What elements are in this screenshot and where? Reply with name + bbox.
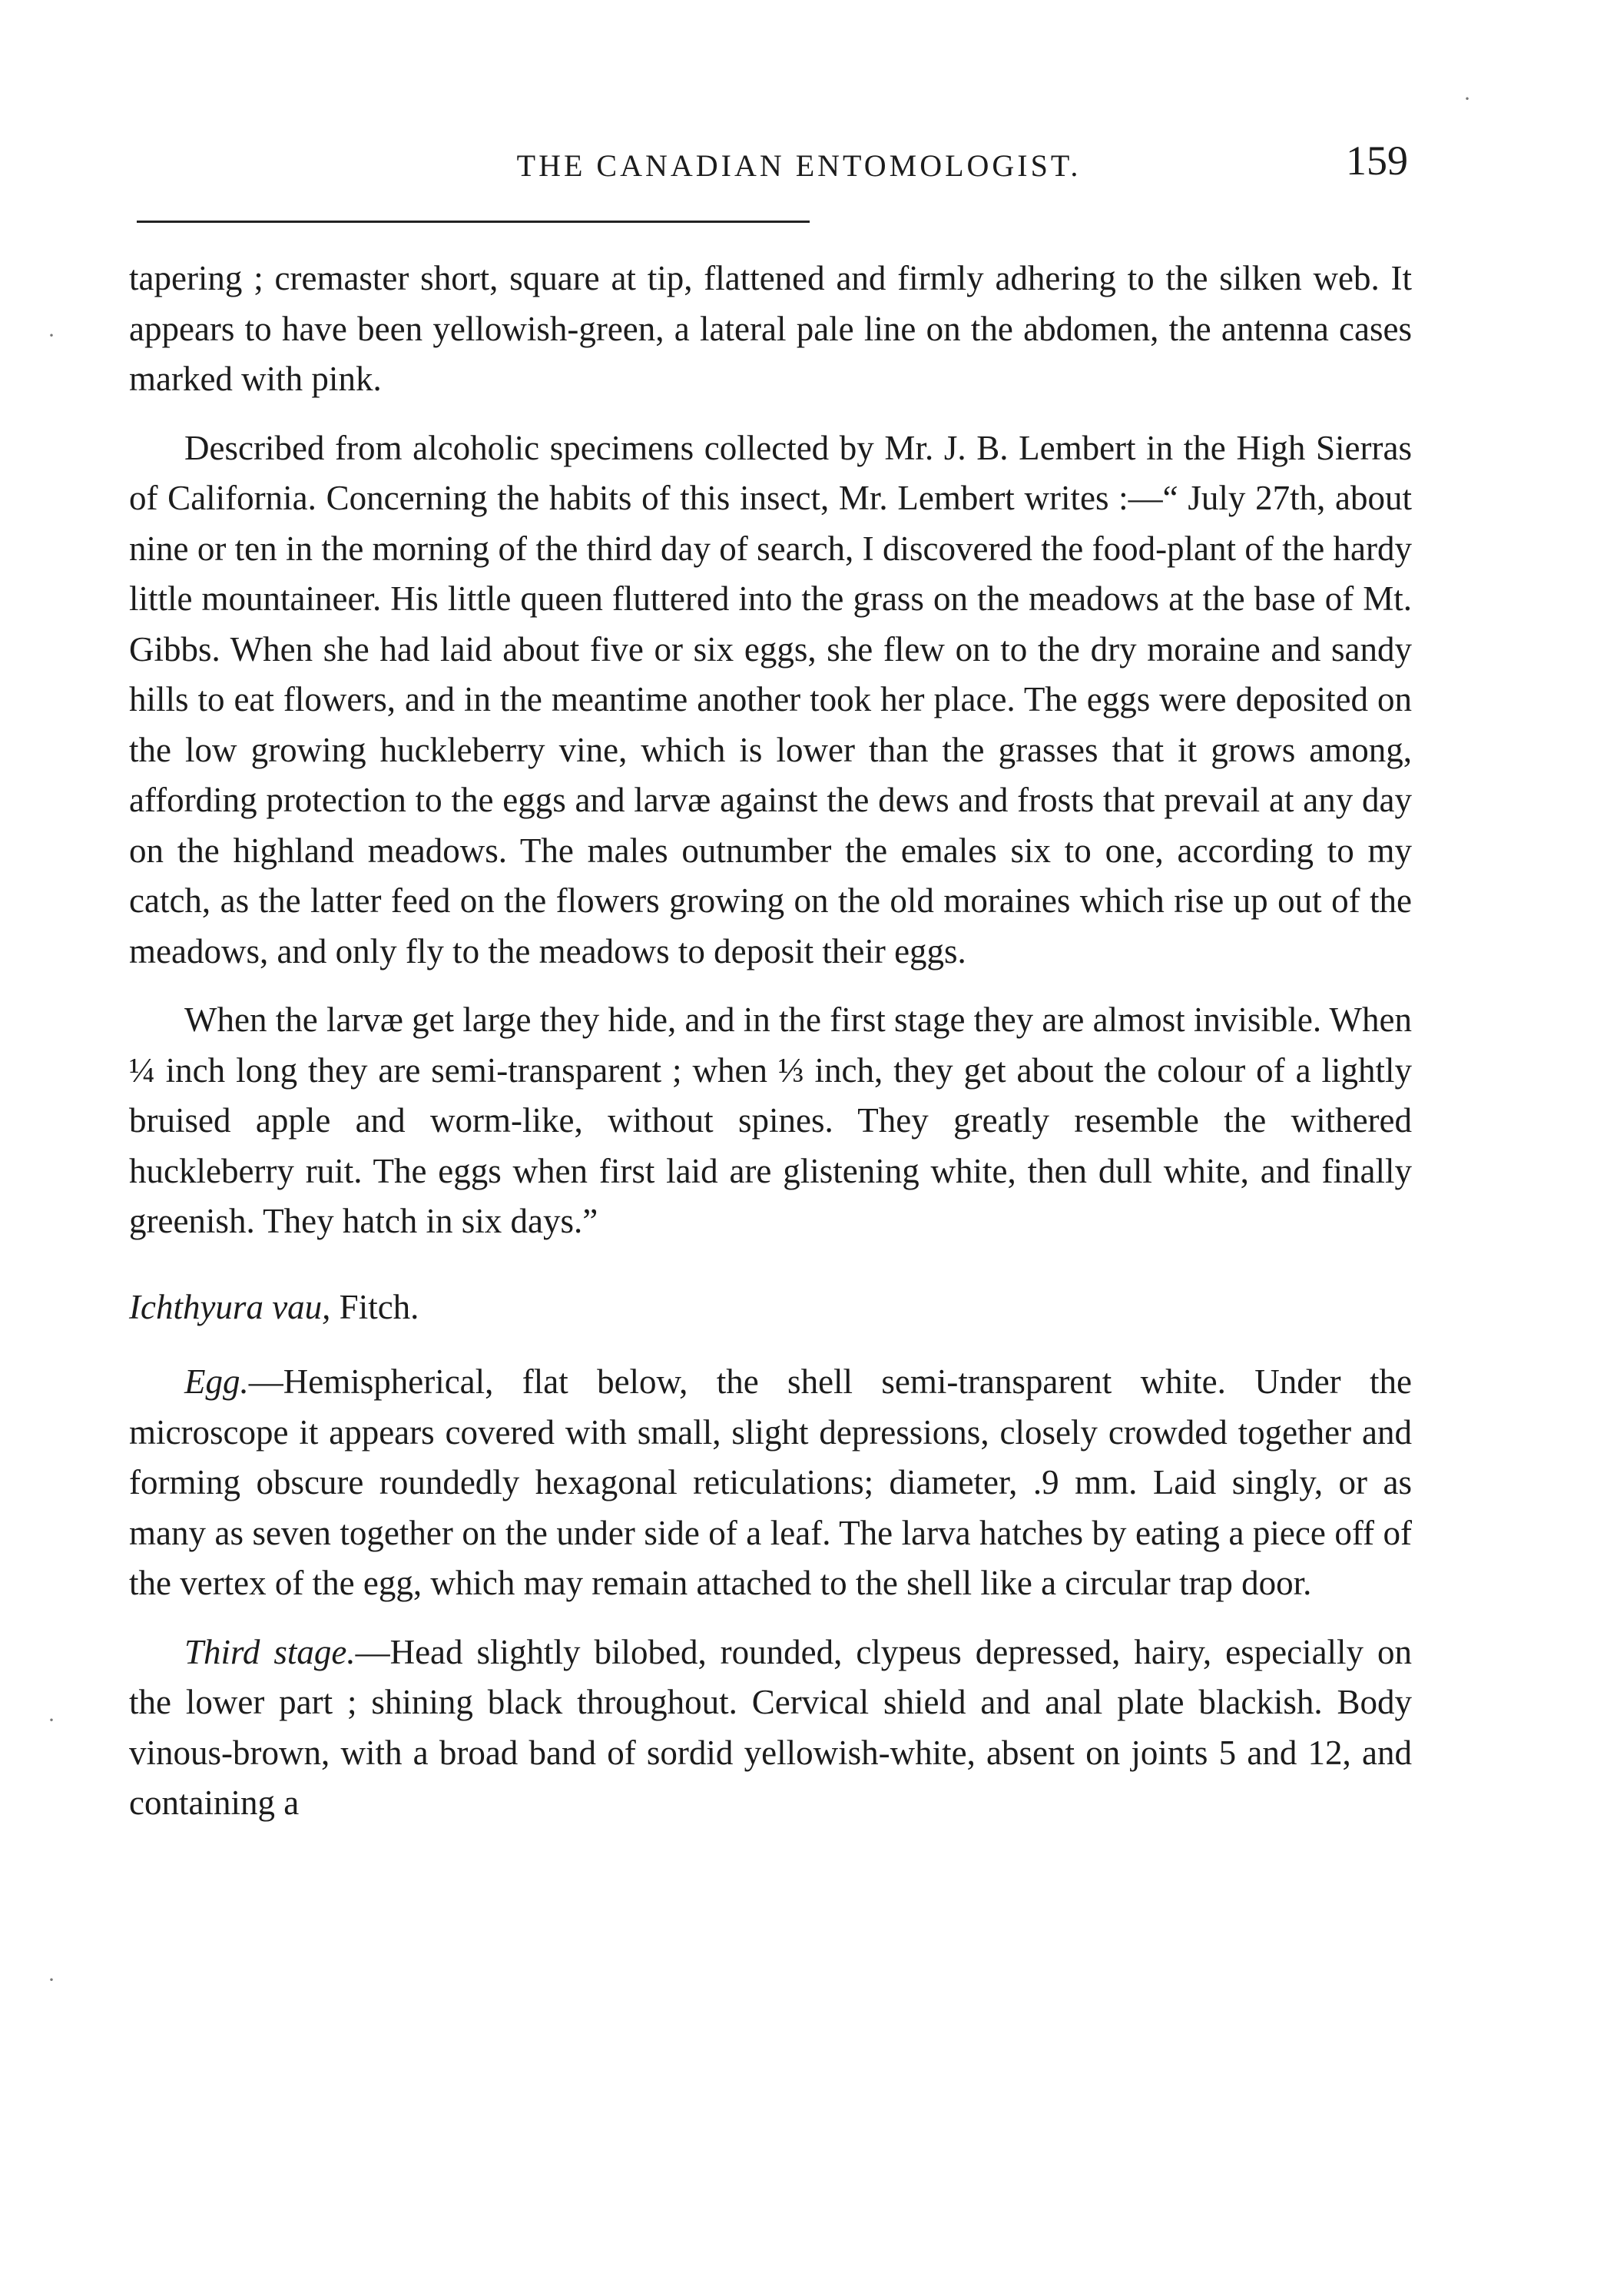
running-title: THE CANADIAN ENTOMOLOGIST.: [516, 148, 1082, 183]
egg-description: —Hemispherical, flat below, the shell semi-transparent white. Under the microscope it appears covered with small, slight depressions, closely crowded together and forming obscure roundedly hexagonal reticulations; diameter, .9 mm. Laid singly, or as many as seven together on the under side of a leaf. The larva hatches by eating a piece off of the vertex of the egg, which may remain attached to the shell like a circular trap door.: [129, 1362, 1412, 1602]
margin-speck: ·: [1463, 86, 1471, 111]
margin-speck: ·: [48, 323, 55, 348]
paragraph-continuation: tapering ; cremaster short, square at tip, flattened and firmly adhering to the silken web. It appears to have been yellowish-green, a lateral pale line on the abdomen, the antenna cases marked with pink.: [129, 259, 1412, 398]
margin-speck: ·: [48, 1967, 55, 1992]
paragraph-lembert-account: Described from alcoholic specimens collected by Mr. J. B. Lembert in the High Sierras of California. Concerning the habits of this insect, Mr. Lembert writes :—“ July 27th, about nine or ten in the morning of the third day of search, I discovered the food-plant of the hardy little mountaineer. His little queen fluttered into the grass on the meadows at the base of Mt. Gibbs. When she had laid about five or six eggs, she flew on to the dry moraine and sandy hills to eat flowers, and in the meantime another took her place. The eggs were deposited on the low growing huckleberry vine, which is lower than the grasses that it grows among, affording protection to the eggs and larvæ against the dews and frosts that prevail at any day on the highland meadows. The males outnumber the emales six to one, according to my catch, as the latter feed on the flowers growing on the old moraines which rise up out of the meadows, and only fly to the meadows to deposit their eggs.: [129, 428, 1412, 970]
species-heading: [129, 1282, 1412, 1333]
paragraph-third-stage: [129, 1627, 1412, 1829]
third-stage-label: Third stage.: [184, 1632, 356, 1671]
body-text: [129, 254, 1412, 1847]
egg-label: Egg.: [184, 1362, 249, 1401]
species-name: Ichthyura vau,: [129, 1287, 331, 1326]
page-number: 159: [1346, 138, 1408, 184]
paragraph-egg: [129, 1357, 1412, 1609]
third-stage-description: —Head slightly bilobed, rounded, clypeus depressed, hairy, especially on the lower part ; shining black throughout. Cervical shield and anal plate blackish. Body vinous-brown, with a broad band of sordid yellowish-white, absent on joints 5 and 12, and containing a: [129, 1632, 1413, 1822]
header-rule: [137, 221, 810, 223]
species-author: Fitch.: [339, 1287, 419, 1326]
paragraph-larvae: When the larvæ get large they hide, and in the first stage they are almost invisible. When ¼ inch long they are semi-transparent ; when ⅓ inch, they get about the colour of a lightly bruised apple and worm-like, without spines. They greatly resemble the withered huckleberry ruit. The eggs when first laid are glistening white, then dull white, and finally greenish. They hatch in six days.”: [129, 1000, 1412, 1240]
margin-speck: ·: [48, 1707, 55, 1733]
